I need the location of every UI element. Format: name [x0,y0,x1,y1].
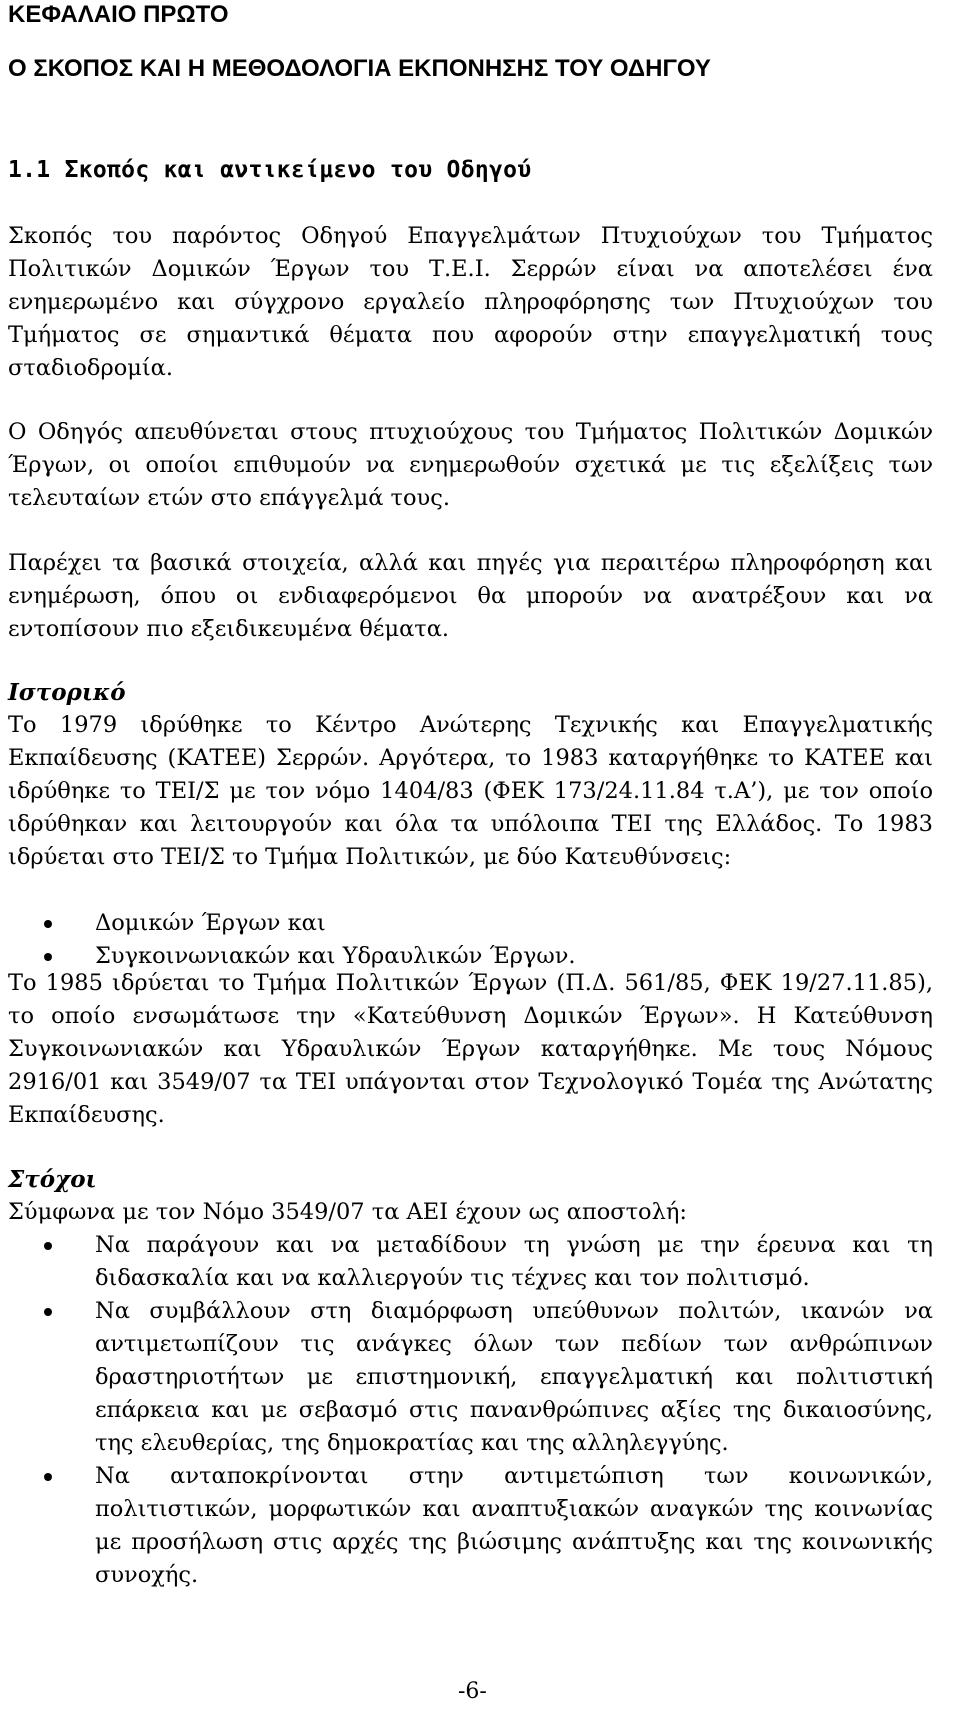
direction-text: Συγκοινωνιακών και Υδραυλικών Έργων. [95,943,576,969]
history-paragraph-2: Το 1985 ιδρύεται το Τμήμα Πολιτικών Έργων (Π.Δ. 561/85, ΦΕΚ 19/27.11.85), το οποίο ενσωμάτωσε την «Κατεύθυνση Δομικών Έργων». Η Κατεύθυνση Συγκοινωνιακών και Υδραυλικών Έργων καταργήθηκε. Με τους Νόμους 2916/01 και 3549/07 τα ΤΕΙ υπάγονται στον Τεχνολογικό Τομέα της Ανώτατης Εκπαίδευσης. [8,970,933,1128]
goal-text: Να ανταποκρίνονται στην αντιμετώπιση των κοινωνικών, πολιτιστικών, μορφωτικών και αναπτυξιακών αναγκών της κοινωνίας με προσήλωση στις αρχές της βιώσιμης ανάπτυξης και της κοινωνικής συνοχής. [95,1463,933,1588]
bullet-icon [44,953,52,961]
history-paragraph: Το 1979 ιδρύθηκε το Κέντρο Ανώτερης Τεχνικής και Επαγγελματικής Εκπαίδευσης (ΚΑΤΕΕ) Σερρών. Αργότερα, το 1983 καταργήθηκε το ΚΑΤΕΕ και ιδρύθηκε το ΤΕΙ/Σ με τον νόμο 1404/83 (ΦΕΚ 173/24.11.84 τ.Α’), με τον οποίο ιδρύθηκαν και λειτουργούν και όλα τα υπόλοιπα ΤΕΙ της Ελλάδος. Το 1983 ιδρύεται στο ΤΕΙ/Σ το Τμήμα Πολιτικών, με δύο Κατευθύνσεις: [8,712,933,870]
directions-list [8,907,933,973]
list-item [8,1229,933,1295]
bullet-icon [44,920,52,928]
goals-list [8,1229,933,1592]
direction-text: Δομικών Έργων και [95,910,326,936]
chapter-title: ΚΕΦΑΛΑΙΟ ΠΡΩΤΟ [8,1,229,28]
paragraph-audience: Ο Οδηγός απευθύνεται στους πτυχιούχους του Τμήματος Πολιτικών Δομικών Έργων, οι οποίοι επιθυμούν να ενημερωθούν σχετικά με τις εξελίξεις των τελευταίων ετών στο επάγγελμά τους. [8,419,933,511]
bullet-icon [44,1473,52,1481]
bullet-icon [44,1242,52,1250]
goals-heading: Στόχοι [8,1166,97,1193]
list-item [8,1460,933,1592]
section-title: Ο ΣΚΟΠΟΣ ΚΑΙ Η ΜΕΘΟΔΟΛΟΓΙΑ ΕΚΠΟΝΗΣΗΣ ΤΟΥ ΟΔΗΓΟΥ [8,55,711,82]
page-number: -6- [458,1679,487,1704]
list-item [8,907,933,940]
bullet-icon [44,1308,52,1316]
paragraph-purpose: Σκοπός του παρόντος Οδηγού Επαγγελμάτων Πτυχιούχων του Τμήματος Πολιτικών Δομικών Έργων του Τ.Ε.Ι. Σερρών είναι να αποτελέσει ένα ενημερωμένο και σύγχρονο εργαλείο πληροφόρησης των Πτυχιούχων του Τμήματος σε σημαντικά θέματα που αφορούν στην επαγγελματική τους σταδιοδρομία. [8,223,933,381]
subsection-title: 1.1 Σκοπός και αντικείμενο του Οδηγού [8,157,532,183]
paragraph-content: Παρέχει τα βασικά στοιχεία, αλλά και πηγές για περαιτέρω πληροφόρηση και ενημέρωση, όπου οι ενδιαφερόμενοι θα μπορούν να ανατρέξουν και να εντοπίσουν πιο εξειδικευμένα θέματα. [8,550,933,642]
list-item [8,1295,933,1460]
goal-text: Να συμβάλλουν στη διαμόρφωση υπεύθυνων πολιτών, ικανών να αντιμετωπίζουν τις ανάγκες όλων των πεδίων των ανθρώπινων δραστηριοτήτων με επιστημονική, επαγγελματική και πολιτιστική επάρκεια και με σεβασμό στις πανανθρώπινες αξίες της δικαιοσύνης, της ελευθερίας, της δημοκρατίας και της αλληλεγγύης. [95,1298,933,1456]
goals-intro: Σύμφωνα με τον Νόμο 3549/07 τα ΑΕΙ έχουν ως αποστολή: [8,1199,687,1225]
goal-text: Να παράγουν και να μεταδίδουν τη γνώση με την έρευνα και τη διδασκαλία και να καλλιεργούν τις τέχνες και τον πολιτισμό. [95,1232,933,1291]
document-page [8,0,933,1717]
history-heading: Ιστορικό [8,679,126,706]
